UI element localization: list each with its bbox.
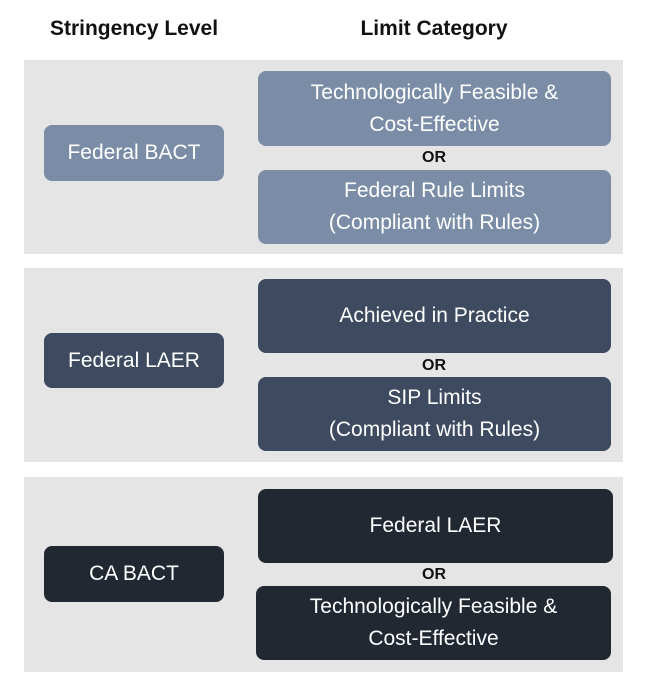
limit-category-line: Cost-Effective	[368, 627, 499, 650]
stringency-level-federal-laer	[44, 333, 224, 388]
stringency-level-label: Federal BACT	[67, 141, 201, 164]
limit-category-line: Technologically Feasible &	[310, 80, 559, 104]
stringency-level-label: CA BACT	[89, 562, 179, 585]
or-connector: OR	[422, 149, 446, 166]
stringency-level-ca-bact	[44, 546, 224, 602]
limit-category-line: Cost-Effective	[369, 112, 500, 136]
limit-category-box	[258, 279, 611, 353]
limit-category-line: SIP Limits	[387, 386, 482, 409]
limit-category-line: Technologically Feasible &	[309, 595, 558, 618]
stringency-level-header: Stringency Level	[49, 17, 219, 40]
limit-category-box	[258, 377, 611, 451]
limit-category-line: Achieved in Practice	[339, 304, 530, 327]
stringency-level-label: Federal LAER	[68, 348, 200, 372]
or-connector: OR	[422, 357, 446, 374]
limit-category-line: (Compliant with Rules)	[328, 418, 541, 441]
or-connector: OR	[422, 566, 446, 583]
limit-category-box	[256, 586, 611, 660]
limit-category-line: (Compliant with Rules)	[328, 211, 541, 234]
limit-category-box	[258, 71, 611, 146]
limit-category-header: Limit Category	[360, 17, 508, 40]
limit-category-box	[258, 170, 611, 244]
limit-category-line: Federal LAER	[369, 514, 502, 537]
limit-category-line: Federal Rule Limits	[344, 179, 525, 202]
limit-category-box	[258, 489, 613, 563]
stringency-level-federal-bact	[44, 125, 224, 181]
